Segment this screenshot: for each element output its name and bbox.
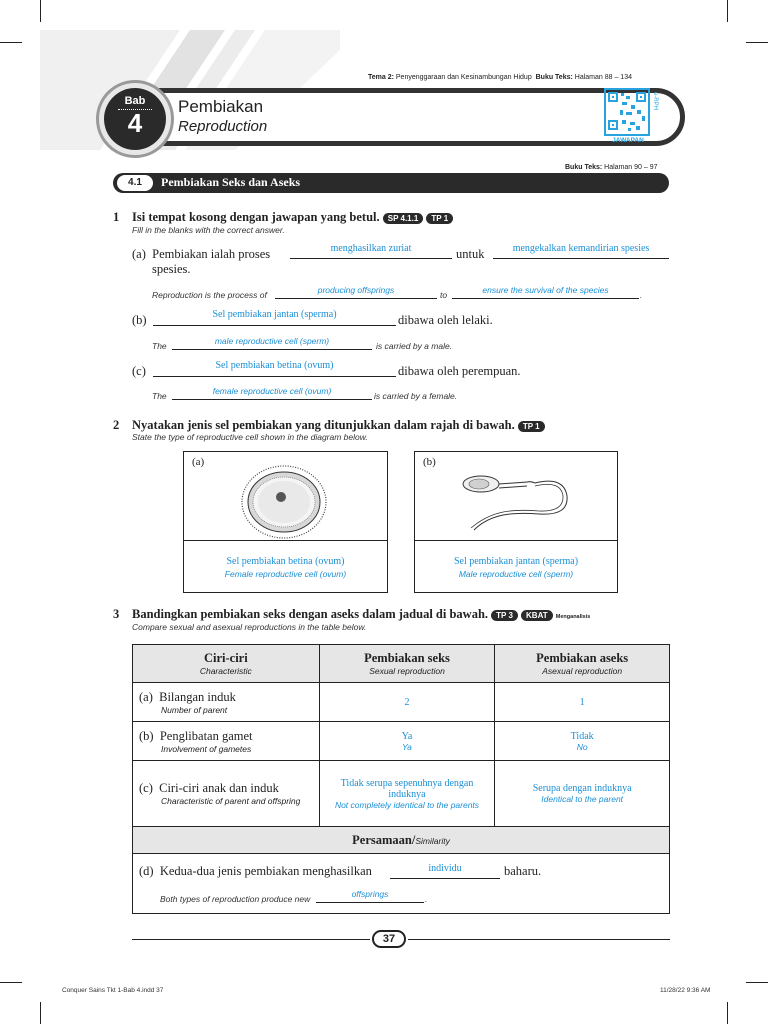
q1a-en-pre: Reproduction is the process of: [152, 290, 267, 300]
q1a-en-mid: to: [440, 290, 448, 300]
cell-answer[interactable]: Tidak serupa sepenuhnya dengan induknya Not completely identical to the parents: [319, 761, 495, 827]
table-row: [133, 854, 670, 914]
crop-mark: [727, 1002, 728, 1024]
q1c-answer: Sel pembiakan betina (ovum): [215, 360, 334, 371]
q2a-label: (a): [192, 456, 205, 468]
q1a-text: (a) Pembiakan ialah proses: [132, 247, 271, 261]
sperm-image: [459, 466, 589, 537]
q1a-en-answer-1: producing offsprings: [317, 285, 395, 295]
tag-tp: TP 3: [491, 610, 518, 621]
q1c-en-end: is carried by a female.: [374, 391, 458, 401]
q3d-text: (d) Kedua-dua jenis pembiakan menghasilkan: [139, 864, 372, 878]
q1a-answer-2: mengekalkan kemandirian spesies: [512, 243, 650, 254]
chapter-title: Pembiakan: [178, 97, 264, 116]
qr-side-label: e-RPH: [652, 92, 658, 111]
qr-label: JAWAPAN: [612, 137, 644, 144]
q2-prompt: Nyatakan jenis sel pembiakan yang ditunjukkan dalam rajah di bawah. TP 1: [132, 418, 545, 433]
q1b-answer: Sel pembiakan jantan (sperma): [212, 309, 337, 320]
crop-mark: [0, 982, 22, 983]
chapter-title-en: Reproduction: [178, 118, 268, 135]
cell-answer[interactable]: Ya Ya: [319, 722, 495, 761]
q3-prompt-en: Compare sexual and asexual reproductions in the table below.: [132, 622, 367, 632]
q1c-text-end: dibawa oleh perempuan.: [398, 364, 521, 378]
table-header: Pembiakan aseks Asexual reproduction: [495, 645, 670, 683]
ovum-image: [239, 464, 329, 545]
cell-answer[interactable]: 2: [319, 683, 495, 722]
crop-mark: [40, 1002, 41, 1024]
q1b-text-end: dibawa oleh lelaki.: [398, 313, 493, 327]
q1a-untuk: untuk: [456, 247, 485, 261]
section-book-ref: Buku Teks: Halaman 90 – 97: [565, 164, 658, 171]
q3d-text-end: baharu.: [504, 864, 542, 878]
q3d-en-end: .: [425, 894, 428, 904]
page-rule-right: [408, 939, 670, 940]
q2b-label: (b): [423, 456, 436, 468]
q1a-blank-2[interactable]: [493, 258, 669, 259]
crop-mark: [746, 982, 768, 983]
section-title: Pembiakan Seks dan Aseks: [161, 175, 301, 189]
q1-number: 1: [113, 210, 120, 224]
q2-prompt-en: State the type of reproductive cell shown in the diagram below.: [132, 432, 368, 442]
page-number: 37: [372, 930, 406, 948]
q1b-label: (b): [132, 313, 147, 327]
q1a-en-answer-2: ensure the survival of the species: [482, 285, 609, 295]
cell-answer[interactable]: Serupa dengan induknya Identical to the parent: [495, 761, 670, 827]
q2b-answer: Sel pembiakan jantan (sperma): [453, 556, 579, 567]
table-row: (a) Bilangan induk Number of parent 2 1: [133, 683, 670, 722]
q1c-en-blank[interactable]: [172, 399, 372, 400]
q1a-en-blank-2[interactable]: [452, 298, 639, 299]
chapter-badge: Bab 4: [104, 88, 166, 150]
q1c-label: (c): [132, 364, 146, 378]
q1a-en-blank-1[interactable]: [275, 298, 437, 299]
table-header: Pembiakan seks Sexual reproduction: [319, 645, 495, 683]
section-number: 4.1: [117, 175, 153, 191]
table-row: (b) Penglibatan gamet Involvement of gametes Ya Ya Tidak No: [133, 722, 670, 761]
q3-number: 3: [113, 607, 120, 621]
q2a-answer: Sel pembiakan betina (ovum): [226, 556, 345, 567]
q2b-box: [414, 451, 618, 593]
footer-date: 11/28/22 9:36 AM: [660, 987, 711, 994]
q1-prompt: Isi tempat kosong dengan jawapan yang betul. SP 4.1.1 TP 1: [132, 210, 453, 225]
q1b-en-pre: The: [152, 341, 167, 351]
q3d-en-pre: Both types of reproduction produce new: [160, 894, 311, 904]
q1c-en-pre: The: [152, 391, 167, 401]
footer-file: Conquer Sains Tkt 1-Bab 4.indd 37: [62, 987, 164, 994]
qr-code-icon[interactable]: [604, 88, 650, 136]
q3d-en-answer: offsprings: [351, 889, 389, 899]
q1-prompt-en: Fill in the blanks with the correct answer.: [132, 225, 285, 235]
q3-prompt: Bandingkan pembiakan seks dengan aseks dalam jadual di bawah. TP 3 KBAT Menganalisis: [132, 607, 591, 621]
crop-mark: [0, 42, 22, 43]
table-row: (c) Ciri-ciri anak dan induk Characteristic of parent and offspring Tidak serupa sepenuhnya dengan induknya Not completely identical to the parents Serupa dengan induknya Identical to the parent: [133, 761, 670, 827]
tag-tp: TP 1: [518, 421, 545, 432]
tag-kbat-sub: Menganalisis: [555, 614, 591, 620]
cell-answer[interactable]: 1: [495, 683, 670, 722]
q3d-answer: individu: [428, 863, 462, 874]
table-header: Ciri-ciri Characteristic: [133, 645, 320, 683]
q1b-en-blank[interactable]: [172, 349, 372, 350]
similarity-row: Persamaan/Similarity: [133, 827, 670, 854]
tag-kbat: KBAT: [521, 610, 553, 621]
crop-mark: [40, 0, 41, 22]
page-rule-left: [132, 939, 370, 940]
q2-number: 2: [113, 418, 120, 432]
q1c-en-answer: female reproductive cell (ovum): [212, 386, 332, 396]
q1a-blank-1[interactable]: [290, 258, 452, 259]
tag-sp: SP 4.1.1: [383, 213, 424, 224]
q1a-text-end: spesies.: [152, 262, 191, 276]
q1a-answer-1: menghasilkan zuriat: [330, 243, 412, 254]
comparison-table: [132, 644, 670, 914]
cell-answer[interactable]: Tidak No: [495, 722, 670, 761]
q1b-en-answer: male reproductive cell (sperm): [214, 336, 330, 346]
crop-mark: [746, 42, 768, 43]
crop-mark: [727, 0, 728, 22]
q3d-en-blank[interactable]: [316, 902, 424, 903]
q2a-box: [183, 451, 388, 593]
tag-tp: TP 1: [426, 213, 453, 224]
section-header: [113, 173, 669, 193]
q1a-en-end: .: [640, 290, 643, 300]
q3d-blank[interactable]: [390, 878, 500, 879]
q2b-answer-en: Male reproductive cell (sperm): [458, 569, 574, 579]
theme-line: Tema 2: Penyenggaraan dan Kesinambungan Hidup Buku Teks: Halaman 88 – 134: [368, 74, 632, 81]
q1b-blank[interactable]: [153, 325, 396, 326]
q1b-en-end: is carried by a male.: [376, 341, 453, 351]
q1c-blank[interactable]: [153, 376, 396, 377]
q2a-answer-en: Female reproductive cell (ovum): [224, 569, 347, 579]
